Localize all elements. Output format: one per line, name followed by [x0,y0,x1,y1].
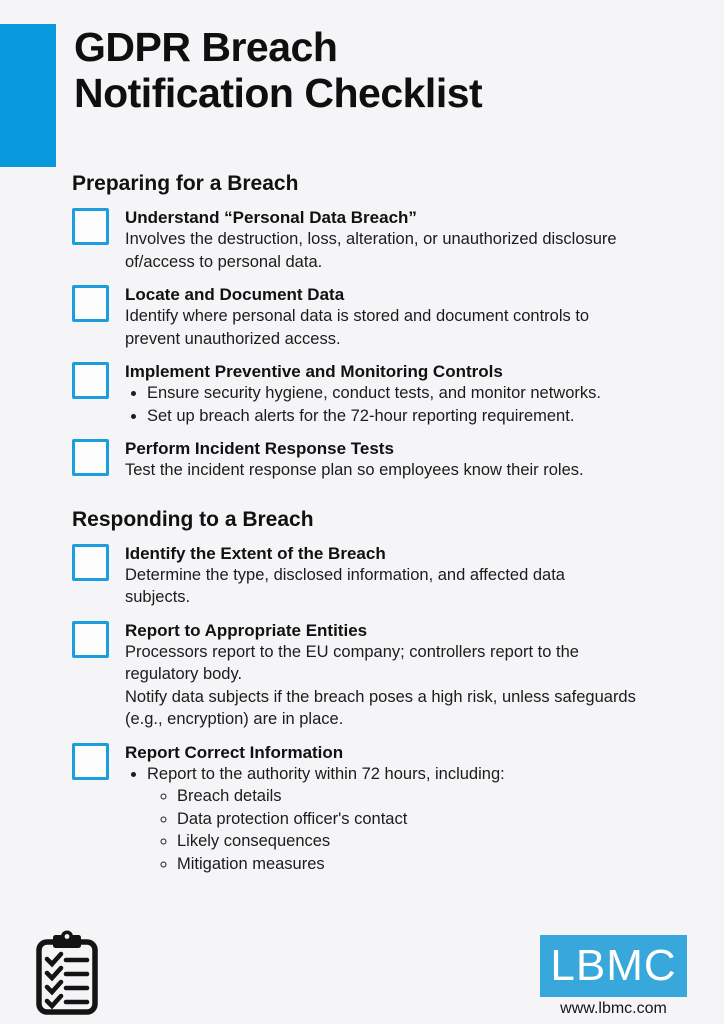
item-text [125,459,680,482]
item-body [125,285,680,350]
item-title: Report to Appropriate Entities [125,620,368,640]
item-text [125,564,680,609]
item-text-line: prevent unauthorized access. [125,329,341,348]
sub-bullet-item: ◦ Likely consequences [177,830,680,853]
checkbox[interactable] [72,208,109,245]
checkbox[interactable] [72,621,109,658]
item-text-line: Identify where personal data is stored and document controls to [125,307,590,325]
item-body [125,544,680,609]
page [0,24,724,1024]
checklist-item [72,544,680,609]
website-link[interactable]: www.lbmc.com [560,1000,667,1017]
bullet-item [147,763,680,876]
checkbox[interactable] [72,743,109,780]
sub-bullet-item: ◦ Breach details [177,785,680,808]
item-text [125,305,680,350]
item-title: Understand “Personal Data Breach” [125,208,417,227]
item-text-line: Test the incident response plan so employees know their roles. [125,461,584,479]
checkbox[interactable] [72,362,109,399]
item-title: Locate and Document Data [125,285,345,304]
item-text-line: Determine the type, disclosed information, and affected data [125,565,565,584]
content [0,24,724,875]
item-title: Perform Incident Response Tests [125,439,394,458]
item-title: Implement Preventive and Monitoring Controls [125,362,503,381]
page-title-line: GDPR Breach [74,24,338,70]
item-text-line: Notify data subjects if the breach poses a high risk, unless safeguards [125,687,636,706]
checklist-item [72,743,680,876]
item-text [125,228,680,273]
footer [0,928,724,1018]
checkbox[interactable] [72,439,109,476]
section-heading-preparing: Preparing for a Breach [72,172,299,195]
bullet-item: • Set up breach alerts for the 72-hour reporting requirement. [147,405,680,428]
item-text-line: (e.g., encryption) are in place. [125,710,344,728]
item-body [125,743,680,876]
item-text-line: subjects. [125,588,191,606]
bullet-list [125,382,680,427]
checklist-item [72,362,680,427]
item-text [125,641,680,731]
checklist-item [72,208,680,273]
bullet-list [125,763,680,876]
item-text-line: of/access to personal data. [125,252,323,271]
page-title-line: Notification Checklist [74,70,483,116]
logo-block [540,935,687,1018]
sub-bullet-item: ◦ Data protection officer's contact [177,808,680,831]
page-title [74,24,680,116]
bullet-item: • Ensure security hygiene, conduct tests, and monitor networks. [147,382,680,405]
checklist-item [72,285,680,350]
item-title: Identify the Extent of the Breach [125,543,386,563]
item-text-line: Involves the destruction, loss, alteration, or unauthorized disclosure [125,230,617,248]
checklist-item [72,439,680,482]
sub-bullet-list [147,785,680,875]
item-body [125,208,680,273]
clipboard-checklist-icon [33,930,101,1016]
bullet-text: Report to the authority within 72 hours, including: [147,764,505,783]
item-body [125,621,680,731]
item-body [125,362,680,427]
checkbox[interactable] [72,285,109,322]
item-body [125,439,680,482]
section-heading-responding: Responding to a Breach [72,507,314,531]
item-title: Report Correct Information [125,742,344,762]
item-text-line: Processors report to the EU company; controllers report to the [125,642,579,661]
checkbox[interactable] [72,544,109,581]
lbmc-logo-text: LBMC [550,941,677,990]
checklist-item [72,621,680,731]
sub-bullet-item: ◦ Mitigation measures [177,853,680,876]
item-text-line: regulatory body. [125,665,243,683]
lbmc-logo [540,935,687,997]
